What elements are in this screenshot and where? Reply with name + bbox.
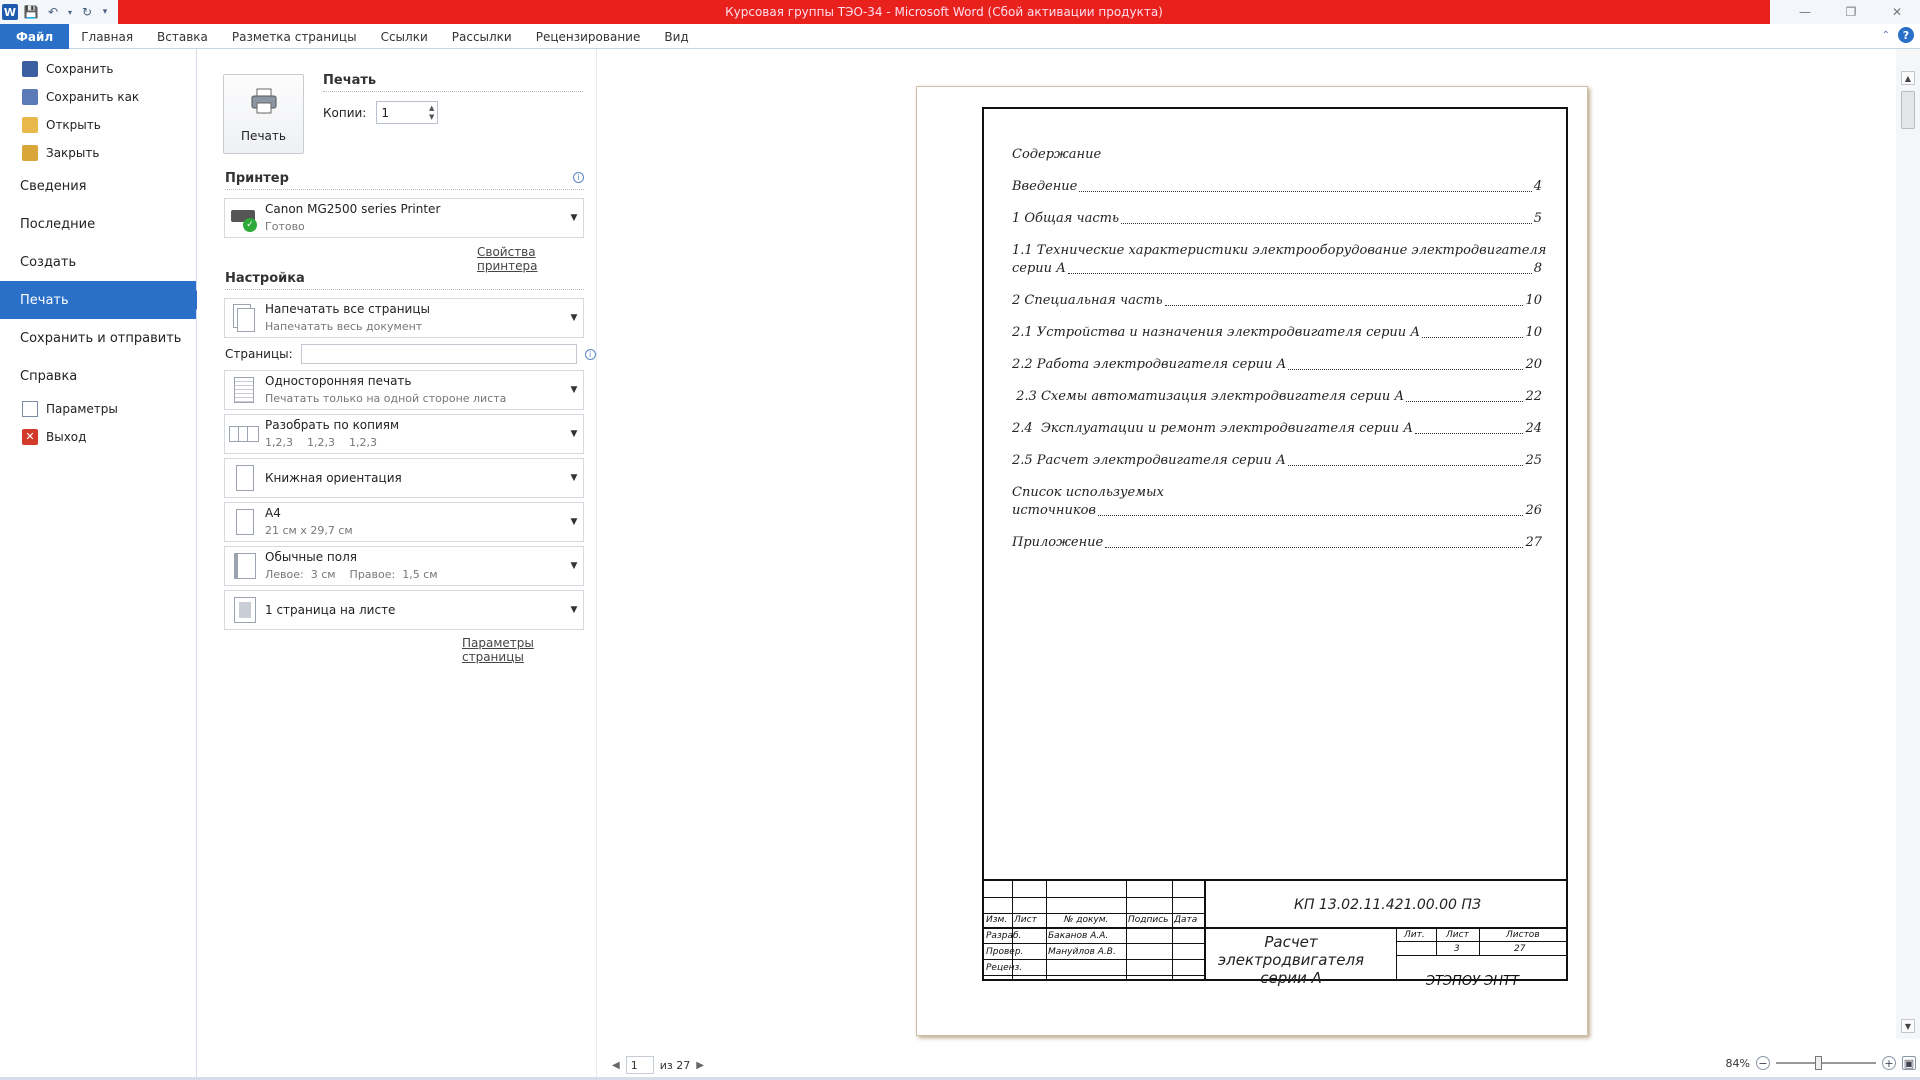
stamp-izm: Изм. xyxy=(986,915,1008,925)
save-icon[interactable]: 💾 xyxy=(23,5,39,19)
sidebar-item-label: Открыть xyxy=(46,118,101,132)
toc-entry-page: 10 xyxy=(1525,293,1542,308)
copies-label: Копии: xyxy=(323,105,367,120)
stamp-prover-name: Мануйлов А.В. xyxy=(1048,947,1116,957)
toc-entry xyxy=(1012,292,1542,310)
toc-entry-page: 4 xyxy=(1533,179,1542,194)
sidebar-item-print[interactable]: Печать xyxy=(0,281,196,319)
portrait-icon xyxy=(229,462,259,494)
toc-entry-label: серии А xyxy=(1012,261,1067,276)
stamp-sign: Подпись xyxy=(1128,915,1169,925)
pages-input[interactable] xyxy=(301,344,577,364)
sidebar-item-new[interactable]: Создать xyxy=(20,254,77,270)
toc-entry-label: 2.2 Работа электродвигателя серии А xyxy=(1012,357,1287,372)
toc-entry-label: 2.3 Схемы автоматизация электродвигателя серии А xyxy=(1012,389,1405,404)
toc-entry-label: Введение xyxy=(1012,179,1078,194)
toc-entry xyxy=(1012,452,1542,470)
stamp-list: Лист xyxy=(1014,915,1037,925)
copies-row xyxy=(323,101,438,124)
pages-label: Страницы: xyxy=(225,347,293,361)
toc-entry-page: 20 xyxy=(1525,357,1542,372)
printer-icon xyxy=(250,87,278,115)
chevron-down-icon: ▼ xyxy=(570,473,578,483)
printer-ready-icon: ✓ xyxy=(229,202,259,234)
print-button-label: Печать xyxy=(241,129,286,143)
one-sided-icon xyxy=(229,374,259,406)
zoom-in-icon[interactable]: + xyxy=(1882,1056,1896,1070)
stamp-lit: Лит. xyxy=(1404,930,1425,940)
printer-properties-link[interactable]: Свойства принтера xyxy=(477,245,538,273)
zoom-slider[interactable] xyxy=(1776,1062,1876,1064)
toc-entry-page: 10 xyxy=(1525,325,1542,340)
copies-value: 1 xyxy=(381,105,389,120)
chevron-down-icon: ▼ xyxy=(570,385,578,395)
stamp-sheet-no: 3 xyxy=(1454,944,1460,954)
toc-entry-page: 24 xyxy=(1525,421,1542,436)
pages-row xyxy=(225,344,596,364)
stamp-title-clip xyxy=(1206,929,1396,987)
preview-page xyxy=(916,86,1588,1036)
tab-file[interactable]: Файл xyxy=(0,24,69,49)
restore-icon[interactable]: ❐ xyxy=(1845,5,1857,19)
orientation-main: Книжная ориентация xyxy=(265,470,402,485)
toc-entry xyxy=(1012,242,1547,278)
toc-entry xyxy=(1012,324,1542,342)
tab-page-layout[interactable]: Разметка страницы xyxy=(231,29,357,44)
scroll-down-icon[interactable]: ▼ xyxy=(1901,1019,1915,1033)
collate-dropdown[interactable] xyxy=(224,414,584,454)
print-range-main: Напечатать все страницы xyxy=(265,302,430,316)
pages-stack-icon xyxy=(229,302,259,334)
word-app-icon[interactable]: W xyxy=(3,5,17,19)
print-range-dropdown[interactable] xyxy=(224,298,584,338)
chevron-down-icon: ▼ xyxy=(570,561,578,571)
chevron-down-icon: ▼ xyxy=(570,213,578,223)
print-preview xyxy=(598,49,1896,1080)
margins-icon xyxy=(229,550,259,582)
quick-access-toolbar xyxy=(0,0,110,24)
printer-heading xyxy=(225,171,584,190)
stamp-date: Дата xyxy=(1174,915,1198,925)
chevron-down-icon: ▼ xyxy=(570,429,578,439)
toc-entry xyxy=(1012,210,1542,228)
scroll-thumb[interactable] xyxy=(1901,91,1915,129)
stamp-sheets-no: 27 xyxy=(1514,944,1526,954)
paper-size-icon xyxy=(229,506,259,538)
chevron-down-icon: ▼ xyxy=(570,517,578,527)
tab-home[interactable]: Главная xyxy=(81,29,134,44)
pages-per-sheet-icon xyxy=(229,594,259,626)
page-number-value: 1 xyxy=(630,1058,638,1072)
sidebar-item-save[interactable] xyxy=(0,55,196,83)
ribbon-right-controls xyxy=(1882,27,1914,43)
toc-entry-page: 26 xyxy=(1525,503,1542,518)
paper-size-dropdown[interactable] xyxy=(224,502,584,542)
tab-review[interactable]: Рецензирование xyxy=(535,29,641,44)
toc-title: Содержание xyxy=(1012,147,1102,162)
page-setup-link[interactable]: Параметры страницы xyxy=(462,636,534,664)
stamp-razrab-name: Баканов А.А. xyxy=(1048,931,1109,941)
undo-icon[interactable]: ↶ xyxy=(47,5,59,19)
sidebar-item-close[interactable] xyxy=(0,139,196,167)
pages-per-sheet-main: 1 страница на листе xyxy=(265,602,396,617)
toc-entry-page: 22 xyxy=(1525,389,1542,404)
zoom-controls xyxy=(1726,1056,1916,1070)
toc-entry-page: 8 xyxy=(1533,261,1542,276)
toc-entry-page: 27 xyxy=(1525,535,1542,550)
title-block-stamp xyxy=(984,879,1566,989)
stamp-sheet: Лист xyxy=(1446,930,1469,940)
sides-dropdown[interactable] xyxy=(224,370,584,410)
info-icon[interactable]: i xyxy=(585,349,596,360)
stamp-doc-no: № докум. xyxy=(1064,915,1109,925)
folder-close-icon xyxy=(22,145,38,161)
collate-main: Разобрать по копиям xyxy=(265,418,400,432)
toc-entry xyxy=(1012,388,1542,406)
printer-heading-text: Принтер xyxy=(225,171,289,186)
tab-mailings[interactable]: Рассылки xyxy=(451,29,512,44)
sidebar-item-label: Выход xyxy=(46,430,87,444)
page-number-input[interactable] xyxy=(626,1056,654,1074)
page-frame xyxy=(982,107,1568,989)
toc-entry-label: 2 Специальная часть xyxy=(1012,293,1163,308)
collate-sub: 1,2,3 1,2,3 1,2,3 xyxy=(265,436,377,449)
printer-name: Canon MG2500 series Printer xyxy=(265,202,441,216)
toc-entry-label: 2.5 Расчет электродвигателя серии А xyxy=(1012,453,1286,468)
folder-open-icon xyxy=(22,117,38,133)
save-as-icon xyxy=(22,89,38,105)
sidebar-item-label: Закрыть xyxy=(46,146,100,160)
toc-entry-label-line1: Список используемых xyxy=(1012,485,1164,500)
window-title: Курсовая группы ТЭО-34 - Microsoft Word (Сбой активации продукта) xyxy=(118,0,1770,24)
toc-entry-label: Приложение xyxy=(1012,535,1104,550)
zoom-level[interactable]: 84% xyxy=(1725,1056,1750,1070)
options-icon xyxy=(22,401,38,417)
info-icon[interactable]: i xyxy=(573,172,584,183)
table-of-contents xyxy=(1012,147,1547,566)
pages-per-sheet-dropdown[interactable] xyxy=(224,590,584,630)
next-page-icon[interactable]: ▶ xyxy=(696,1059,704,1071)
close-icon[interactable]: ✕ xyxy=(1891,5,1903,19)
stamp-title: Расчет электродвигателя серии А xyxy=(1217,933,1365,987)
prev-page-icon[interactable]: ◀ xyxy=(612,1059,620,1071)
stamp-org: ЭТЭПОУ ЭНТТ xyxy=(1426,974,1519,989)
paper-size-main: А4 xyxy=(265,506,281,520)
margins-dropdown[interactable] xyxy=(224,546,584,586)
stamp-prover: Провер. xyxy=(986,947,1024,957)
stamp-razrab: Разраб. xyxy=(986,931,1022,941)
toc-entry-label-line1: 1.1 Технические характеристики электрооборудование электродвигателя xyxy=(1012,243,1547,258)
zoom-out-icon[interactable]: − xyxy=(1756,1056,1770,1070)
printer-dropdown[interactable] xyxy=(224,198,584,238)
copies-stepper[interactable] xyxy=(376,101,438,124)
toc-entry-page: 5 xyxy=(1533,211,1542,226)
paper-size-sub: 21 см x 29,7 см xyxy=(265,524,353,537)
tab-references[interactable]: Ссылки xyxy=(380,29,428,44)
sides-main: Односторонняя печать xyxy=(265,374,412,388)
sidebar-item-label: Сохранить xyxy=(46,62,114,76)
chevron-down-icon: ▼ xyxy=(570,605,578,615)
scroll-up-icon[interactable]: ▲ xyxy=(1901,71,1915,85)
chevron-down-icon: ▼ xyxy=(570,313,578,323)
spinner-arrows-icon[interactable]: ▲ ▼ xyxy=(428,103,435,121)
sidebar-item-label: Параметры xyxy=(46,402,118,416)
printer-status: Готово xyxy=(265,220,305,233)
help-icon[interactable]: ? xyxy=(1898,27,1914,43)
sides-sub: Печатать только на одной стороне листа xyxy=(265,392,507,405)
exit-icon: ✕ xyxy=(22,429,38,445)
toc-entry-label: 2.4 Эксплуатации и ремонт электродвигателя серии А xyxy=(1012,421,1414,436)
toc-entry xyxy=(1012,484,1542,520)
toc-entry xyxy=(1012,178,1542,196)
toc-entry xyxy=(1012,534,1542,552)
margins-main: Обычные поля xyxy=(265,550,358,564)
zoom-to-page-icon[interactable]: ▣ xyxy=(1903,1056,1915,1070)
sidebar-item-save-send[interactable]: Сохранить и отправить xyxy=(20,330,182,346)
sidebar-item-label: Сохранить как xyxy=(46,90,140,104)
stamp-org-clip xyxy=(1396,955,1566,989)
sidebar-item-options[interactable] xyxy=(0,395,196,423)
page-navigator xyxy=(612,1056,704,1074)
tab-view[interactable]: Вид xyxy=(664,29,689,44)
stamp-sheets: Листов xyxy=(1506,930,1540,940)
chevron-down-icon[interactable]: ▾ xyxy=(67,7,72,17)
title-bar xyxy=(0,0,1920,24)
sidebar-item-exit[interactable] xyxy=(0,423,196,451)
zoom-slider-thumb[interactable] xyxy=(1815,1056,1822,1070)
sidebar-item-help[interactable]: Справка xyxy=(20,368,78,384)
stamp-document-code: КП 13.02.11.421.00.00 ПЗ xyxy=(1294,897,1481,913)
floppy-icon xyxy=(22,61,38,77)
page-total: из 27 xyxy=(659,1058,691,1072)
tab-insert[interactable]: Вставка xyxy=(157,29,208,44)
minimize-icon[interactable]: — xyxy=(1799,5,1811,19)
toc-entry-label: источников xyxy=(1012,503,1096,518)
redo-icon[interactable]: ↻ xyxy=(81,5,93,19)
window-controls xyxy=(1782,0,1920,24)
print-settings-pane xyxy=(197,49,597,1080)
settings-heading: Настройка xyxy=(225,271,584,290)
print-range-sub: Напечатать весь документ xyxy=(265,320,423,333)
backstage-sidebar xyxy=(0,49,197,1080)
ribbon-tab-bar xyxy=(0,24,1920,49)
toc-entry-label: 1 Общая часть xyxy=(1012,211,1120,226)
sidebar-item-open[interactable] xyxy=(0,111,196,139)
customize-qat-icon[interactable]: ▾ xyxy=(102,7,108,17)
print-heading: Печать xyxy=(323,73,583,92)
collate-icon xyxy=(229,418,259,450)
toc-entry-page: 25 xyxy=(1525,453,1542,468)
sidebar-item-save-as[interactable] xyxy=(0,83,196,111)
sidebar-item-recent[interactable]: Последние xyxy=(20,216,96,232)
toc-entry xyxy=(1012,356,1542,374)
margins-sub: Левое: 3 см Правое: 1,5 см xyxy=(265,568,438,581)
vertical-scrollbar[interactable] xyxy=(1896,49,1920,1039)
stamp-recenz: Реценз. xyxy=(986,963,1023,973)
toc-entry xyxy=(1012,420,1542,438)
sidebar-item-info[interactable]: Сведения xyxy=(20,178,87,194)
orientation-dropdown[interactable] xyxy=(224,458,584,498)
minimize-ribbon-icon[interactable]: ⌃ xyxy=(1881,29,1890,41)
print-button[interactable] xyxy=(223,74,304,154)
toc-entry-label: 2.1 Устройства и назначения электродвигателя серии А xyxy=(1012,325,1421,340)
